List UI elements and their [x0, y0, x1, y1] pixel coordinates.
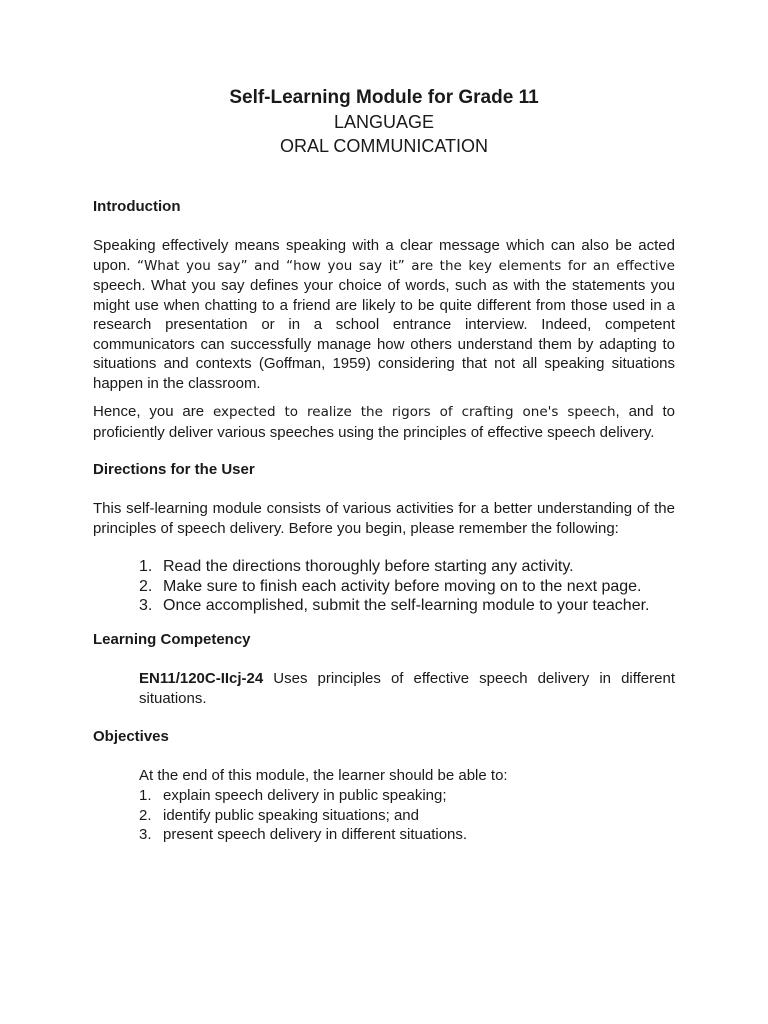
- intro2-text-rest: , and to proficiently deliver various speeches using the principles of effective speech delivery.: [93, 403, 675, 441]
- list-item-number: 3.: [139, 597, 153, 614]
- objectives-intro: At the end of this module, the learner should be able to:: [139, 767, 508, 784]
- intro2-text-start: Hence, you are: [93, 403, 213, 420]
- intro-key-elements: “What you say” and “how you say it” are the key elements for an effective: [136, 257, 675, 274]
- introduction-paragraph-1: [93, 236, 675, 393]
- title-block: [0, 86, 768, 158]
- document-title: Self-Learning Module for Grade 11: [229, 87, 539, 108]
- list-item-number: 1.: [139, 558, 153, 575]
- objectives-list: [139, 786, 467, 845]
- introduction-paragraph-2: [93, 402, 675, 442]
- directions-intro: This self-learning module consists of various activities for a better understanding of the principles of speech delivery. Before you begin, please remember the following:: [93, 500, 675, 537]
- list-item-number: 2.: [139, 806, 152, 824]
- directions-heading: Directions for the User: [93, 461, 255, 478]
- list-item-number: 2.: [139, 577, 153, 595]
- list-item-text: Read the directions thoroughly before starting any activity.: [163, 558, 574, 575]
- list-item: [139, 825, 467, 845]
- list-item: [139, 596, 649, 616]
- directions-list: [139, 557, 649, 616]
- course-label: ORAL COMMUNICATION: [279, 136, 488, 156]
- competency-heading: Learning Competency: [93, 631, 251, 648]
- list-item-number: 1.: [139, 787, 152, 804]
- list-item-text: Once accomplished, submit the self-learning module to your teacher.: [163, 597, 650, 614]
- list-item: [139, 786, 467, 806]
- list-item-text: Make sure to finish each activity before moving on to the next page.: [163, 577, 642, 595]
- list-item: [139, 557, 649, 577]
- intro-text-rest: speech. What you say defines your choice of words, such as with the statements you might use when chatting to a friend are likely to be quite different from those used in a research presentation or in a school entrance interview. Indeed, competent communicators can successfully manage how others understand them by adapting to situations and contexts (Goffman, 1959) considering that not all speaking situations happen in the classroom.: [93, 277, 675, 392]
- intro2-rigors: expected to realize the rigors of crafting one's speech: [212, 404, 616, 420]
- list-item-text: identify public speaking situations; and: [163, 806, 419, 824]
- competency-text: Uses principles of effective speech delivery in different situations.: [139, 670, 675, 707]
- introduction-heading: Introduction: [93, 198, 181, 215]
- list-item-text: explain speech delivery in public speaking;: [163, 787, 447, 804]
- competency-paragraph: [139, 669, 675, 708]
- list-item: [139, 806, 467, 826]
- list-item-text: present speech delivery in different situations.: [163, 826, 468, 843]
- subject-label: LANGUAGE: [333, 112, 435, 132]
- list-item-number: 3.: [139, 826, 152, 843]
- list-item: [139, 577, 649, 597]
- objectives-heading: Objectives: [93, 728, 169, 745]
- intro-text-start: Speaking effectively means speaking with a clear message which can also be acted upon.: [93, 237, 675, 274]
- competency-code: EN11/120C-IIcj-24: [139, 670, 264, 687]
